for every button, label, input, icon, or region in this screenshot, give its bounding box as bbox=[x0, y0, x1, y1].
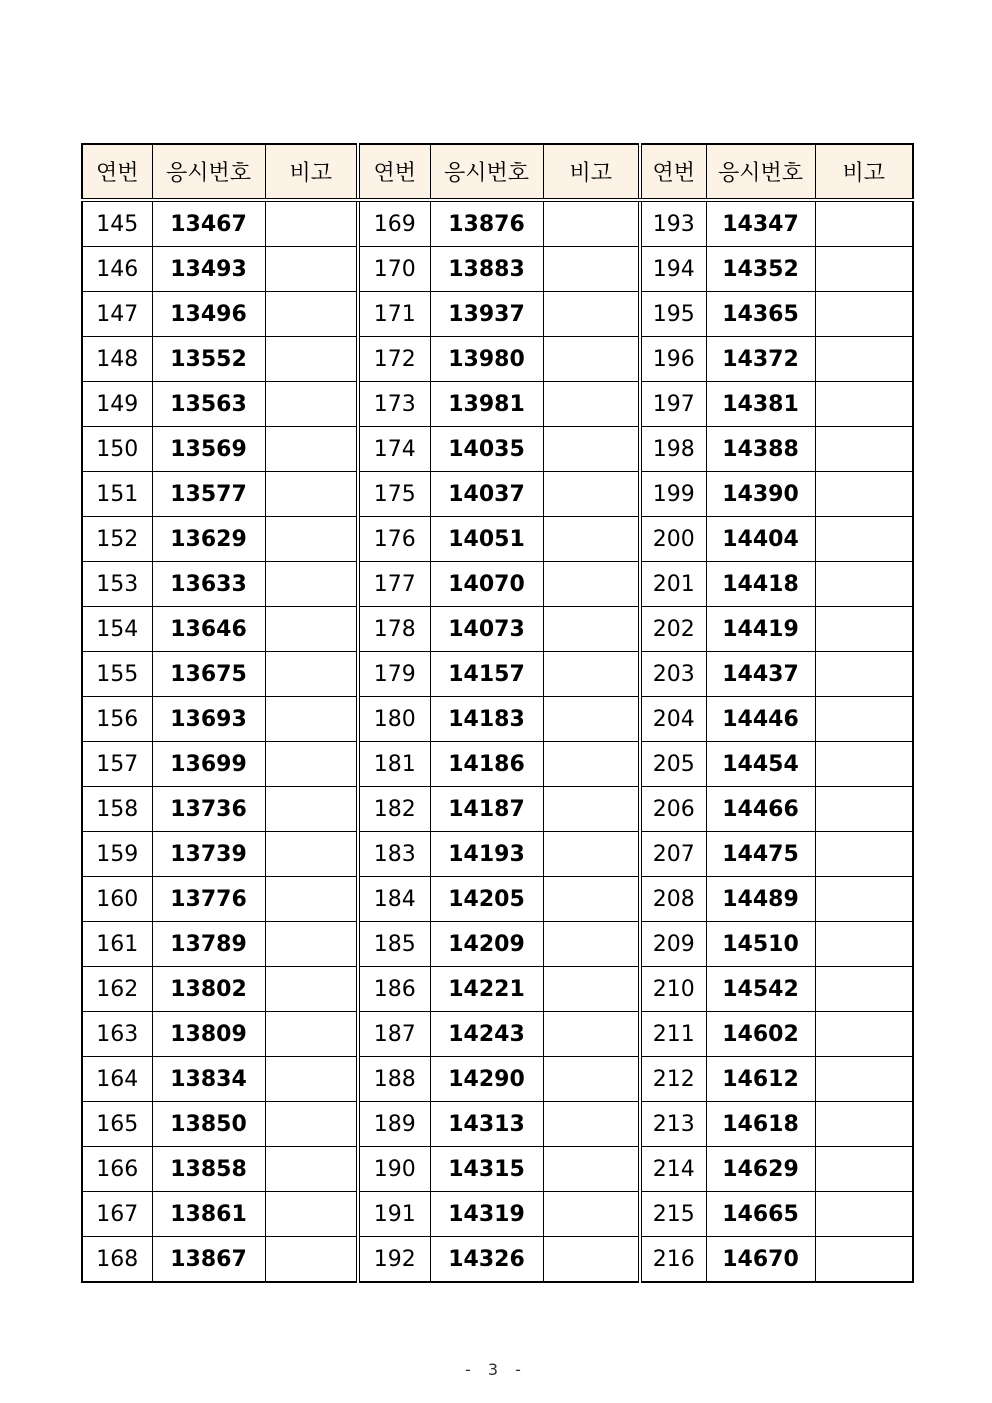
remarks-cell bbox=[543, 472, 640, 517]
remarks-cell bbox=[815, 832, 913, 877]
serial-cell: 211 bbox=[640, 1012, 706, 1057]
exam-number-cell: 13850 bbox=[152, 1102, 265, 1147]
exam-number-cell: 13693 bbox=[152, 697, 265, 742]
remarks-cell bbox=[543, 607, 640, 652]
remarks-cell bbox=[265, 292, 358, 337]
exam-number-cell: 13629 bbox=[152, 517, 265, 562]
exam-number-cell: 13981 bbox=[430, 382, 543, 427]
serial-cell: 190 bbox=[358, 1147, 430, 1192]
remarks-cell bbox=[815, 1237, 913, 1283]
remarks-cell bbox=[265, 877, 358, 922]
remarks-cell bbox=[265, 607, 358, 652]
remarks-cell bbox=[815, 427, 913, 472]
table-row bbox=[82, 607, 913, 652]
exam-number-cell: 14290 bbox=[430, 1057, 543, 1102]
table-body bbox=[82, 200, 913, 1282]
remarks-cell bbox=[543, 787, 640, 832]
serial-cell: 169 bbox=[358, 200, 430, 247]
remarks-cell bbox=[265, 200, 358, 247]
header-serial: 연번 bbox=[640, 144, 706, 200]
remarks-cell bbox=[543, 337, 640, 382]
header-exam-number: 응시번호 bbox=[430, 144, 543, 200]
exam-number-cell: 14665 bbox=[706, 1192, 815, 1237]
remarks-cell bbox=[815, 877, 913, 922]
exam-number-cell: 13563 bbox=[152, 382, 265, 427]
exam-number-cell: 14183 bbox=[430, 697, 543, 742]
exam-number-cell: 14221 bbox=[430, 967, 543, 1012]
table-row bbox=[82, 337, 913, 382]
exam-number-cell: 14073 bbox=[430, 607, 543, 652]
serial-cell: 159 bbox=[82, 832, 152, 877]
exam-number-cell: 13496 bbox=[152, 292, 265, 337]
remarks-cell bbox=[815, 1012, 913, 1057]
table-row bbox=[82, 1147, 913, 1192]
exam-number-cell: 13858 bbox=[152, 1147, 265, 1192]
remarks-cell bbox=[815, 1102, 913, 1147]
remarks-cell bbox=[815, 200, 913, 247]
exam-number-cell: 13883 bbox=[430, 247, 543, 292]
serial-cell: 167 bbox=[82, 1192, 152, 1237]
exam-number-cell: 14466 bbox=[706, 787, 815, 832]
exam-number-cell: 13739 bbox=[152, 832, 265, 877]
remarks-cell bbox=[265, 472, 358, 517]
exam-number-cell: 14390 bbox=[706, 472, 815, 517]
exam-number-cell: 13861 bbox=[152, 1192, 265, 1237]
serial-cell: 164 bbox=[82, 1057, 152, 1102]
exam-number-cell: 13736 bbox=[152, 787, 265, 832]
serial-cell: 156 bbox=[82, 697, 152, 742]
remarks-cell bbox=[543, 1102, 640, 1147]
header-exam-number: 응시번호 bbox=[152, 144, 265, 200]
exam-number-cell: 14404 bbox=[706, 517, 815, 562]
remarks-cell bbox=[815, 382, 913, 427]
serial-cell: 148 bbox=[82, 337, 152, 382]
remarks-cell bbox=[265, 787, 358, 832]
remarks-cell bbox=[265, 967, 358, 1012]
serial-cell: 155 bbox=[82, 652, 152, 697]
exam-number-cell: 14612 bbox=[706, 1057, 815, 1102]
remarks-cell bbox=[815, 787, 913, 832]
serial-cell: 176 bbox=[358, 517, 430, 562]
exam-number-cell: 13937 bbox=[430, 292, 543, 337]
remarks-cell bbox=[265, 832, 358, 877]
exam-number-cell: 13552 bbox=[152, 337, 265, 382]
header-serial: 연번 bbox=[358, 144, 430, 200]
serial-cell: 146 bbox=[82, 247, 152, 292]
serial-cell: 166 bbox=[82, 1147, 152, 1192]
header-remarks: 비고 bbox=[265, 144, 358, 200]
exam-number-cell: 14347 bbox=[706, 200, 815, 247]
serial-cell: 183 bbox=[358, 832, 430, 877]
serial-cell: 162 bbox=[82, 967, 152, 1012]
remarks-cell bbox=[543, 922, 640, 967]
table-header bbox=[82, 144, 913, 200]
serial-cell: 163 bbox=[82, 1012, 152, 1057]
serial-cell: 215 bbox=[640, 1192, 706, 1237]
serial-cell: 161 bbox=[82, 922, 152, 967]
remarks-cell bbox=[543, 742, 640, 787]
header-remarks: 비고 bbox=[543, 144, 640, 200]
remarks-cell bbox=[543, 652, 640, 697]
table-row bbox=[82, 742, 913, 787]
exam-number-cell: 14313 bbox=[430, 1102, 543, 1147]
remarks-cell bbox=[543, 562, 640, 607]
exam-number-cell: 13569 bbox=[152, 427, 265, 472]
serial-cell: 185 bbox=[358, 922, 430, 967]
serial-cell: 149 bbox=[82, 382, 152, 427]
exam-number-cell: 13646 bbox=[152, 607, 265, 652]
serial-cell: 208 bbox=[640, 877, 706, 922]
exam-number-cell: 13493 bbox=[152, 247, 265, 292]
remarks-cell bbox=[265, 1057, 358, 1102]
exam-number-cell: 13776 bbox=[152, 877, 265, 922]
exam-number-cell: 14388 bbox=[706, 427, 815, 472]
remarks-cell bbox=[815, 742, 913, 787]
exam-number-cell: 14037 bbox=[430, 472, 543, 517]
exam-number-cell: 14372 bbox=[706, 337, 815, 382]
table-row bbox=[82, 247, 913, 292]
remarks-cell bbox=[543, 697, 640, 742]
exam-number-cell: 14070 bbox=[430, 562, 543, 607]
exam-number-cell: 14489 bbox=[706, 877, 815, 922]
serial-cell: 184 bbox=[358, 877, 430, 922]
exam-number-cell: 14209 bbox=[430, 922, 543, 967]
exam-number-cell: 14035 bbox=[430, 427, 543, 472]
exam-number-cell: 13699 bbox=[152, 742, 265, 787]
remarks-cell bbox=[543, 292, 640, 337]
remarks-cell bbox=[815, 697, 913, 742]
header-exam-number: 응시번호 bbox=[706, 144, 815, 200]
exam-number-cell: 13789 bbox=[152, 922, 265, 967]
remarks-cell bbox=[543, 247, 640, 292]
serial-cell: 145 bbox=[82, 200, 152, 247]
serial-cell: 154 bbox=[82, 607, 152, 652]
remarks-cell bbox=[265, 742, 358, 787]
serial-cell: 204 bbox=[640, 697, 706, 742]
serial-cell: 172 bbox=[358, 337, 430, 382]
remarks-cell bbox=[815, 1147, 913, 1192]
remarks-cell bbox=[543, 427, 640, 472]
serial-cell: 210 bbox=[640, 967, 706, 1012]
exam-number-cell: 13867 bbox=[152, 1237, 265, 1283]
serial-cell: 212 bbox=[640, 1057, 706, 1102]
serial-cell: 214 bbox=[640, 1147, 706, 1192]
exam-number-cell: 14629 bbox=[706, 1147, 815, 1192]
serial-cell: 203 bbox=[640, 652, 706, 697]
serial-cell: 213 bbox=[640, 1102, 706, 1147]
exam-number-cell: 14618 bbox=[706, 1102, 815, 1147]
table-row bbox=[82, 562, 913, 607]
exam-number-cell: 14510 bbox=[706, 922, 815, 967]
remarks-cell bbox=[265, 1237, 358, 1283]
remarks-cell bbox=[543, 967, 640, 1012]
serial-cell: 153 bbox=[82, 562, 152, 607]
serial-cell: 193 bbox=[640, 200, 706, 247]
exam-number-cell: 13802 bbox=[152, 967, 265, 1012]
serial-cell: 157 bbox=[82, 742, 152, 787]
serial-cell: 171 bbox=[358, 292, 430, 337]
exam-number-cell: 13675 bbox=[152, 652, 265, 697]
serial-cell: 177 bbox=[358, 562, 430, 607]
table-row bbox=[82, 1057, 913, 1102]
serial-cell: 188 bbox=[358, 1057, 430, 1102]
exam-number-cell: 14326 bbox=[430, 1237, 543, 1283]
remarks-cell bbox=[543, 1057, 640, 1102]
table-row bbox=[82, 472, 913, 517]
remarks-cell bbox=[815, 517, 913, 562]
serial-cell: 186 bbox=[358, 967, 430, 1012]
serial-cell: 200 bbox=[640, 517, 706, 562]
table-row bbox=[82, 200, 913, 247]
serial-cell: 182 bbox=[358, 787, 430, 832]
remarks-cell bbox=[543, 1147, 640, 1192]
serial-cell: 151 bbox=[82, 472, 152, 517]
serial-cell: 202 bbox=[640, 607, 706, 652]
serial-cell: 206 bbox=[640, 787, 706, 832]
remarks-cell bbox=[265, 1102, 358, 1147]
remarks-cell bbox=[265, 652, 358, 697]
remarks-cell bbox=[265, 1192, 358, 1237]
remarks-cell bbox=[543, 1237, 640, 1283]
remarks-cell bbox=[543, 1012, 640, 1057]
exam-number-cell: 14542 bbox=[706, 967, 815, 1012]
exam-number-cell: 14157 bbox=[430, 652, 543, 697]
table-row bbox=[82, 697, 913, 742]
serial-cell: 189 bbox=[358, 1102, 430, 1147]
exam-number-cell: 14352 bbox=[706, 247, 815, 292]
results-table bbox=[81, 143, 914, 1283]
remarks-cell bbox=[815, 562, 913, 607]
serial-cell: 170 bbox=[358, 247, 430, 292]
remarks-cell bbox=[815, 337, 913, 382]
table-row bbox=[82, 877, 913, 922]
exam-number-cell: 14454 bbox=[706, 742, 815, 787]
serial-cell: 181 bbox=[358, 742, 430, 787]
exam-number-cell: 13980 bbox=[430, 337, 543, 382]
exam-number-cell: 14187 bbox=[430, 787, 543, 832]
serial-cell: 165 bbox=[82, 1102, 152, 1147]
table-row bbox=[82, 427, 913, 472]
serial-cell: 207 bbox=[640, 832, 706, 877]
remarks-cell bbox=[265, 1147, 358, 1192]
exam-number-cell: 14205 bbox=[430, 877, 543, 922]
serial-cell: 180 bbox=[358, 697, 430, 742]
serial-cell: 194 bbox=[640, 247, 706, 292]
header-remarks: 비고 bbox=[815, 144, 913, 200]
remarks-cell bbox=[543, 1192, 640, 1237]
remarks-cell bbox=[815, 472, 913, 517]
remarks-cell bbox=[265, 247, 358, 292]
exam-number-cell: 14446 bbox=[706, 697, 815, 742]
exam-number-cell: 14381 bbox=[706, 382, 815, 427]
exam-number-cell: 14670 bbox=[706, 1237, 815, 1283]
remarks-cell bbox=[815, 1057, 913, 1102]
table-row bbox=[82, 652, 913, 697]
table-row bbox=[82, 832, 913, 877]
remarks-cell bbox=[265, 517, 358, 562]
remarks-cell bbox=[543, 517, 640, 562]
header-row bbox=[82, 144, 913, 200]
table-row bbox=[82, 922, 913, 967]
remarks-cell bbox=[265, 382, 358, 427]
remarks-cell bbox=[815, 967, 913, 1012]
exam-number-cell: 13577 bbox=[152, 472, 265, 517]
table-row bbox=[82, 1102, 913, 1147]
serial-cell: 174 bbox=[358, 427, 430, 472]
serial-cell: 158 bbox=[82, 787, 152, 832]
serial-cell: 209 bbox=[640, 922, 706, 967]
serial-cell: 191 bbox=[358, 1192, 430, 1237]
serial-cell: 160 bbox=[82, 877, 152, 922]
table-row bbox=[82, 517, 913, 562]
remarks-cell bbox=[815, 922, 913, 967]
exam-number-cell: 14365 bbox=[706, 292, 815, 337]
remarks-cell bbox=[543, 877, 640, 922]
exam-number-cell: 13633 bbox=[152, 562, 265, 607]
exam-number-cell: 13876 bbox=[430, 200, 543, 247]
remarks-cell bbox=[815, 292, 913, 337]
remarks-cell bbox=[815, 607, 913, 652]
serial-cell: 152 bbox=[82, 517, 152, 562]
serial-cell: 147 bbox=[82, 292, 152, 337]
page-number: - 3 - bbox=[465, 1360, 527, 1379]
remarks-cell bbox=[815, 1192, 913, 1237]
serial-cell: 205 bbox=[640, 742, 706, 787]
serial-cell: 179 bbox=[358, 652, 430, 697]
serial-cell: 173 bbox=[358, 382, 430, 427]
remarks-cell bbox=[815, 652, 913, 697]
table-row bbox=[82, 787, 913, 832]
table-row bbox=[82, 1237, 913, 1283]
exam-number-cell: 14319 bbox=[430, 1192, 543, 1237]
table-row bbox=[82, 382, 913, 427]
exam-number-cell: 14193 bbox=[430, 832, 543, 877]
remarks-cell bbox=[265, 427, 358, 472]
remarks-cell bbox=[265, 697, 358, 742]
table-row bbox=[82, 292, 913, 337]
serial-cell: 216 bbox=[640, 1237, 706, 1283]
remarks-cell bbox=[265, 922, 358, 967]
serial-cell: 168 bbox=[82, 1237, 152, 1283]
serial-cell: 175 bbox=[358, 472, 430, 517]
serial-cell: 201 bbox=[640, 562, 706, 607]
remarks-cell bbox=[543, 382, 640, 427]
table-row bbox=[82, 1192, 913, 1237]
serial-cell: 198 bbox=[640, 427, 706, 472]
exam-number-cell: 14418 bbox=[706, 562, 815, 607]
remarks-cell bbox=[265, 562, 358, 607]
serial-cell: 187 bbox=[358, 1012, 430, 1057]
serial-cell: 196 bbox=[640, 337, 706, 382]
exam-number-cell: 14437 bbox=[706, 652, 815, 697]
table-row bbox=[82, 967, 913, 1012]
serial-cell: 197 bbox=[640, 382, 706, 427]
remarks-cell bbox=[543, 200, 640, 247]
serial-cell: 150 bbox=[82, 427, 152, 472]
serial-cell: 199 bbox=[640, 472, 706, 517]
remarks-cell bbox=[543, 832, 640, 877]
serial-cell: 192 bbox=[358, 1237, 430, 1283]
remarks-cell bbox=[815, 247, 913, 292]
exam-number-cell: 13834 bbox=[152, 1057, 265, 1102]
header-serial: 연번 bbox=[82, 144, 152, 200]
exam-number-cell: 14243 bbox=[430, 1012, 543, 1057]
serial-cell: 195 bbox=[640, 292, 706, 337]
exam-number-cell: 14475 bbox=[706, 832, 815, 877]
exam-number-cell: 14186 bbox=[430, 742, 543, 787]
exam-number-cell: 14602 bbox=[706, 1012, 815, 1057]
serial-cell: 178 bbox=[358, 607, 430, 652]
exam-number-cell: 13467 bbox=[152, 200, 265, 247]
exam-number-cell: 14315 bbox=[430, 1147, 543, 1192]
remarks-cell bbox=[265, 337, 358, 382]
exam-number-cell: 13809 bbox=[152, 1012, 265, 1057]
table-row bbox=[82, 1012, 913, 1057]
remarks-cell bbox=[265, 1012, 358, 1057]
exam-number-cell: 14051 bbox=[430, 517, 543, 562]
exam-number-cell: 14419 bbox=[706, 607, 815, 652]
